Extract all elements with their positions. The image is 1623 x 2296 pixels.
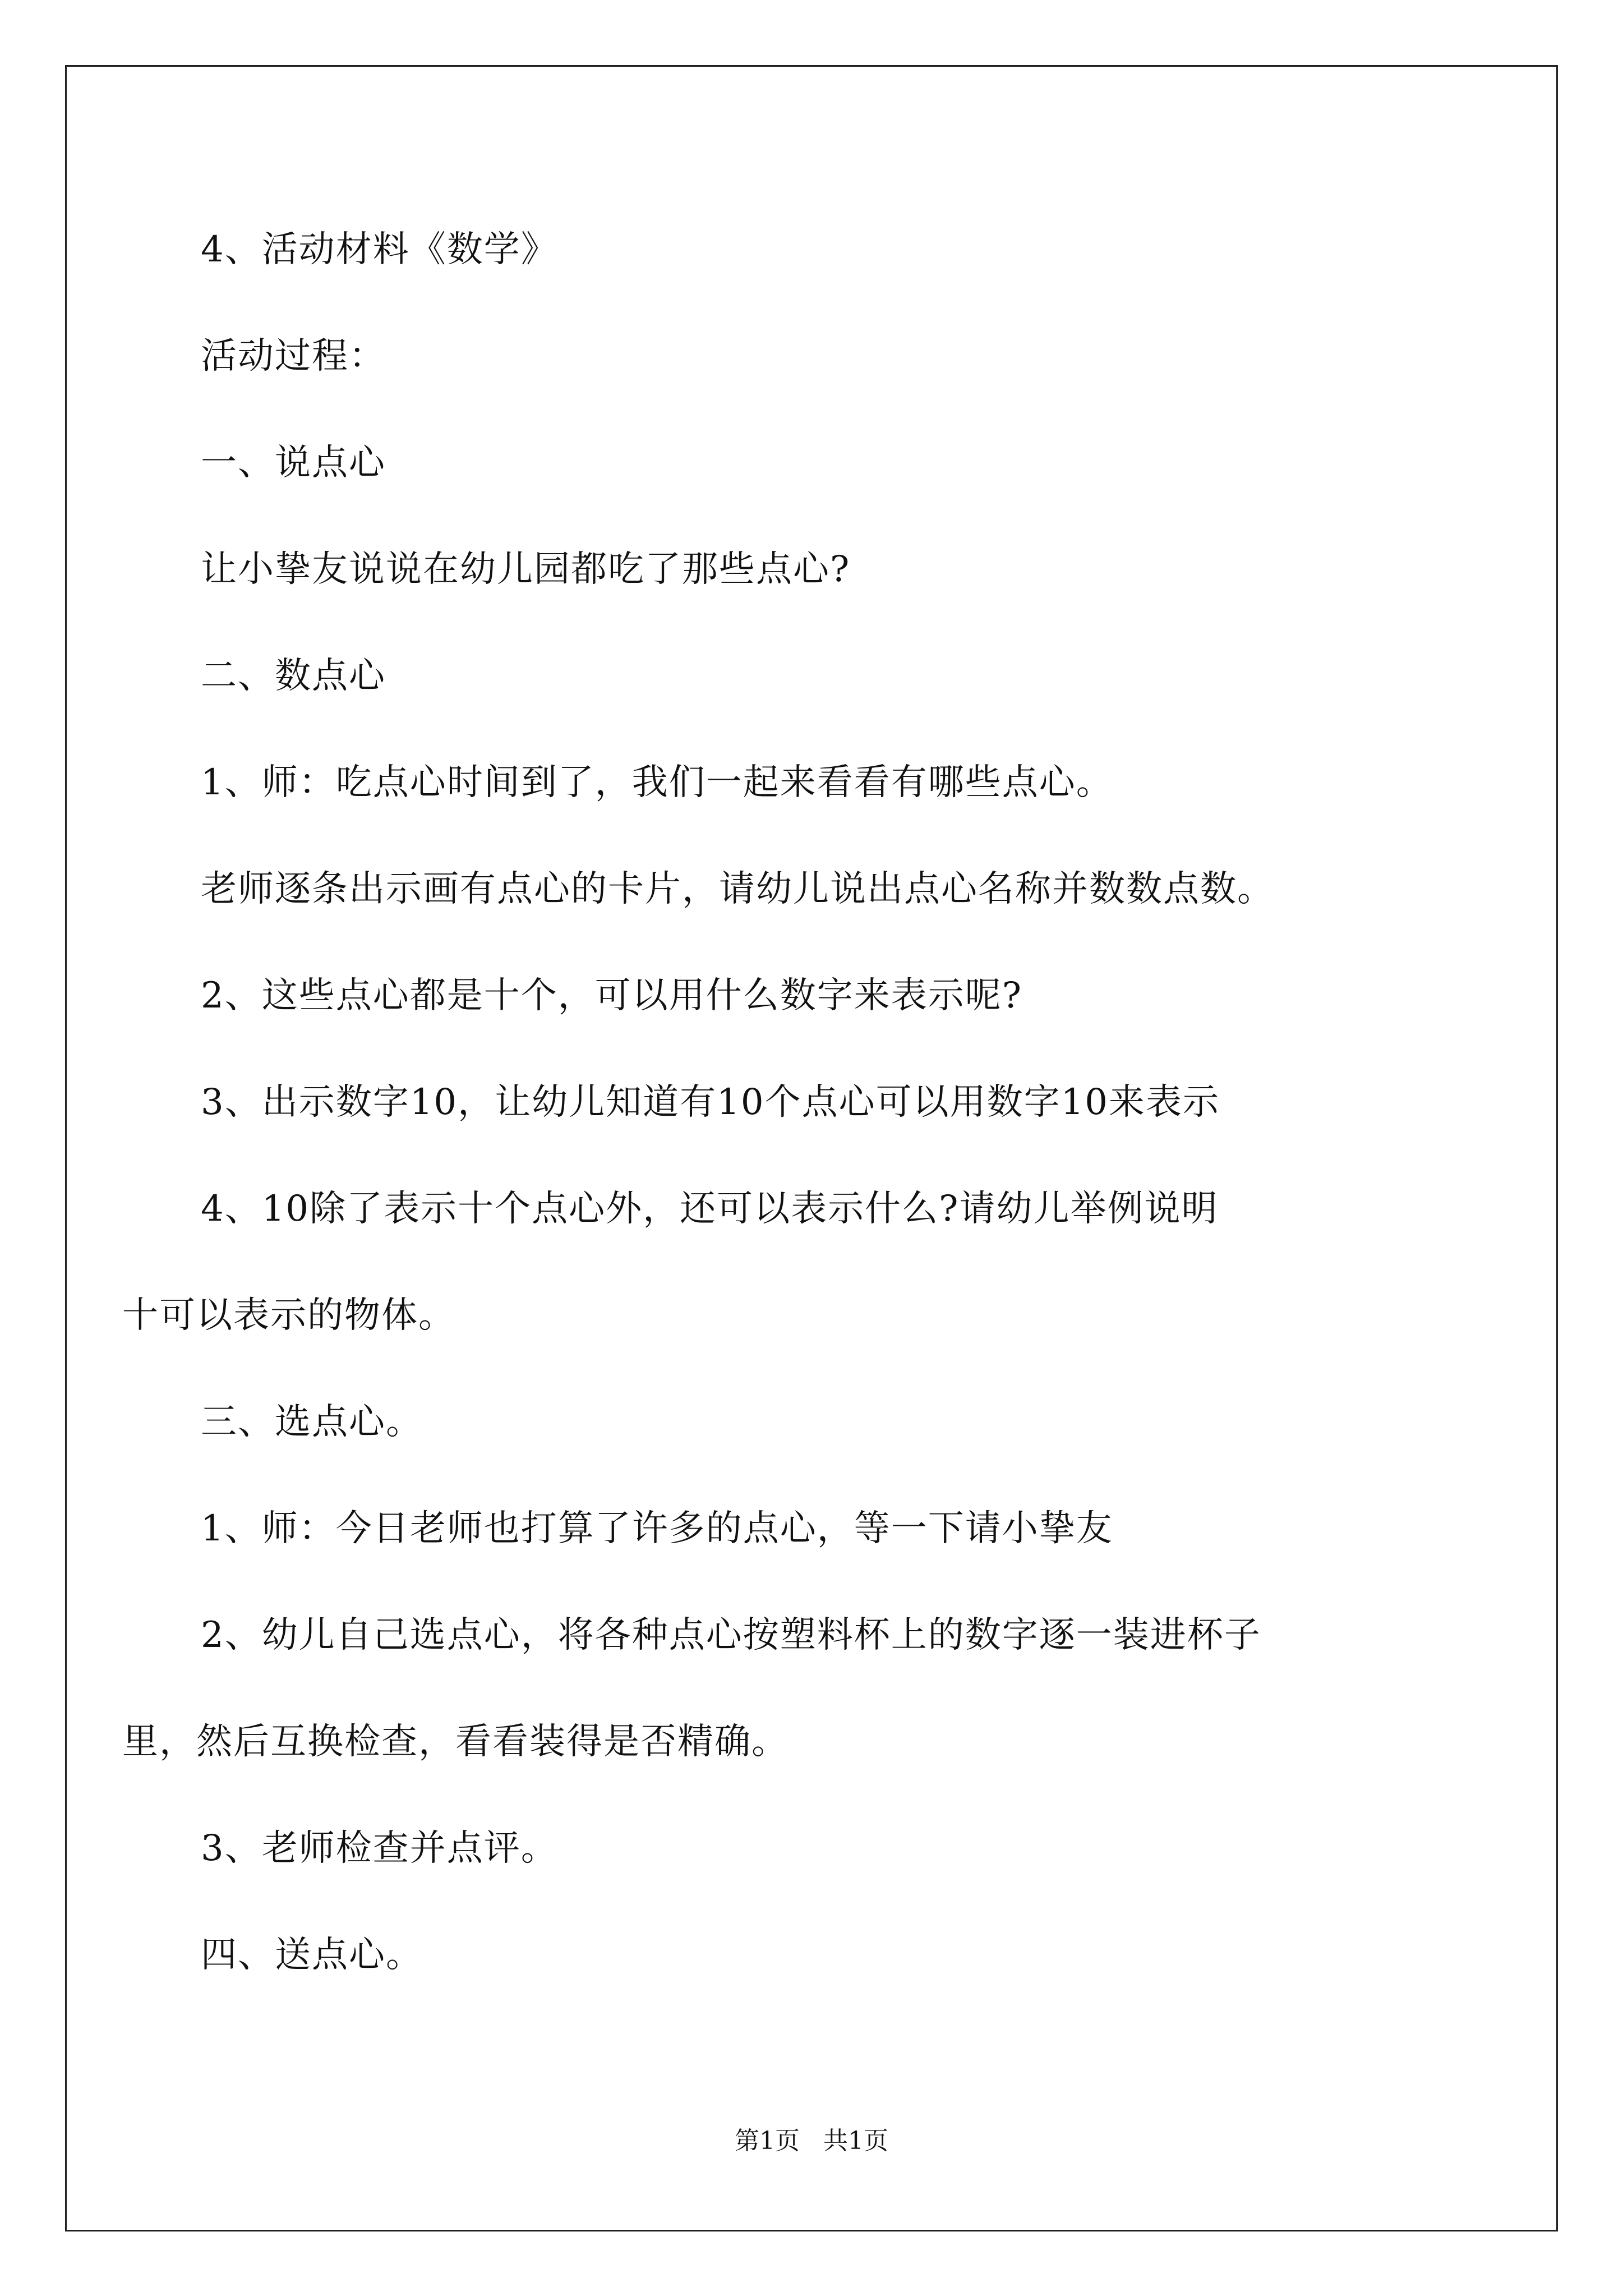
paragraph-section-3: 三、选点心。	[201, 1401, 423, 1443]
page-number-total: 共1页	[823, 2127, 888, 2155]
paragraph-text: 1、师：今日老师也打算了许多的点心，等一下请小挚友	[201, 1508, 1113, 1549]
page-border	[65, 65, 1558, 2231]
paragraph-section-2: 二、数点心	[201, 655, 386, 697]
paragraph-text: 让小挚友说说在幼儿园都吃了那些点心?	[201, 549, 851, 590]
paragraph-text: 2、幼儿自己选点心，将各种点心按塑料杯上的数字逐一装进杯子	[201, 1614, 1261, 1656]
paragraph-text: 老师逐条出示画有点心的卡片，请幼儿说出点心名称并数数点数。	[201, 868, 1274, 910]
paragraph-materials: 4、活动材料《数学》	[201, 229, 558, 270]
paragraph-text: 1、师：吃点心时间到了，我们一起来看看有哪些点心。	[201, 762, 1113, 803]
paragraph-text: 3、老师检查并点评。	[201, 1828, 558, 1869]
paragraph-process-heading: 活动过程：	[201, 335, 386, 377]
page-number-current: 第1页	[735, 2127, 800, 2155]
paragraph-continuation: 十可以表示的物体。	[122, 1295, 455, 1336]
page-footer	[0, 2129, 1623, 2154]
paragraph-text: 3、出示数字10，让幼儿知道有10个点心可以用数字10来表示	[201, 1082, 1220, 1123]
paragraph-section-4: 四、送点心。	[201, 1934, 423, 1976]
paragraph-continuation: 里，然后互换检查，看看装得是否精确。	[122, 1721, 789, 1763]
paragraph-text: 2、这些点心都是十个，可以用什么数字来表示呢?	[201, 975, 1023, 1016]
paragraph-section-1: 一、说点心	[201, 442, 386, 484]
paragraph-text: 4、10除了表示十个点心外，还可以表示什么?请幼儿举例说明	[201, 1188, 1219, 1230]
